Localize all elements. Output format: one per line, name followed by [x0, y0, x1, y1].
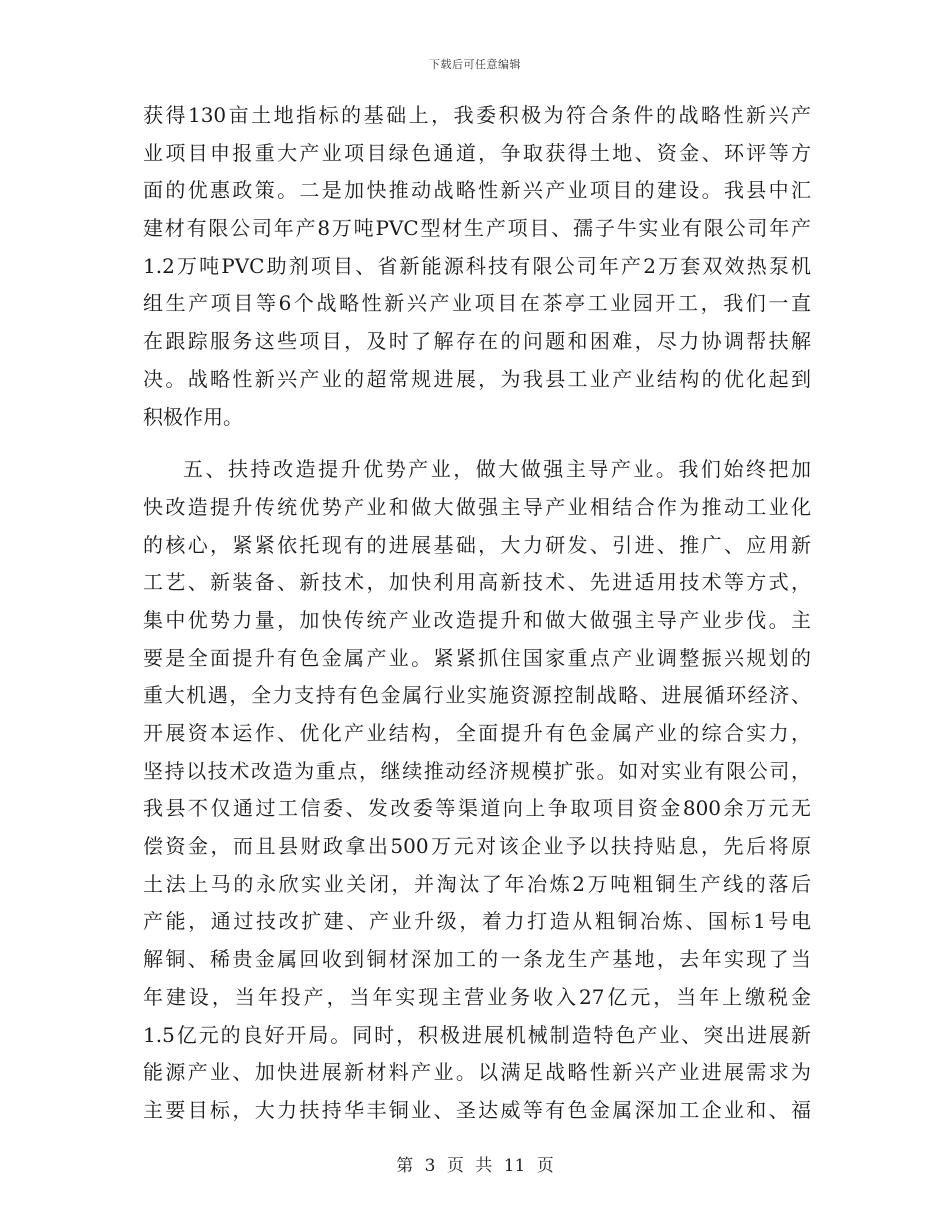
paragraph-1-line-9: 积极作用。: [143, 404, 243, 429]
paragraph-2-line-13: 产能，通过技改扩建、产业升级，着力打造从粗铜冶炼、国标1号电: [143, 909, 811, 934]
paragraph-2-line-17: 能源产业、加快进展新材料产业。以满足战略性新兴产业进展需求为: [143, 1060, 811, 1085]
paragraph-1-line-7: 在跟踪服务这些项目，及时了解存在的问题和困难，尽力协调帮扶解: [143, 329, 811, 354]
paragraph-1-line-3: 面的优惠政策。二是加快推动战略性新兴产业项目的建设。我县中汇: [143, 178, 811, 203]
paragraph-1-line-2: 业项目申报重大产业项目绿色通道，争取获得土地、资金、环评等方: [143, 140, 811, 165]
paragraph-2-line-14: 解铜、稀贵金属回收到铜材深加工的一条龙生产基地，去年实现了当: [143, 947, 811, 972]
page-header: 下载后可任意编辑: [429, 58, 521, 71]
paragraph-1-line-5: 1.2万吨PVC助剂项目、省新能源科技有限公司年产2万套双效热泵机: [143, 253, 811, 278]
paragraph-2-line-2: 快改造提升传统优势产业和做大做强主导产业相结合作为推动工业化: [143, 494, 811, 519]
paragraph-1-line-4: 建材有限公司年产8万吨PVC型材生产项目、孺子牛实业有限公司年产: [143, 216, 811, 241]
paragraph-1-line-1: 获得130亩土地指标的基础上，我委积极为符合条件的战略性新兴产: [143, 103, 811, 127]
paragraph-2-line-6: 要是全面提升有色金属产业。紧紧抓住国家重点产业调整振兴规划的: [143, 645, 811, 670]
paragraph-2-line-15: 年建设，当年投产，当年实现主营业务收入27亿元，当年上缴税金: [143, 984, 811, 1009]
page-number-footer: 第 3 页 共 11 页: [396, 1156, 554, 1176]
paragraph-2-line-9: 坚持以技术改造为重点，继续推动经济规模扩张。如对实业有限公司，: [143, 758, 811, 783]
paragraph-1-line-6: 组生产项目等6个战略性新兴产业项目在茶亭工业园开工，我们一直: [143, 291, 811, 316]
paragraph-2-line-10: 我县不仅通过工信委、发改委等渠道向上争取项目资金800余万元无: [143, 796, 811, 821]
body-text: [143, 97, 811, 1130]
paragraph-2-line-1: 五、扶持改造提升优势产业，做大做强主导产业。我们始终把加: [183, 457, 811, 482]
paragraph-2-line-12: 土法上马的永欣实业关闭，并淘汰了年冶炼2万吨粗铜生产线的落后: [143, 871, 811, 896]
paragraph-2-line-11: 偿资金，而且县财政拿出500万元对该企业予以扶持贴息，先后将原: [143, 834, 811, 859]
paragraph-1-line-8: 决。战略性新兴产业的超常规进展，为我县工业产业结构的优化起到: [143, 366, 811, 391]
paragraph-2-line-7: 重大机遇，全力支持有色金属行业实施资源控制战略、进展循环经济、: [143, 683, 811, 708]
paragraph-2-line-3: 的核心，紧紧依托现有的进展基础，大力研发、引进、推广、应用新: [143, 532, 811, 557]
paragraph-2-line-18: 主要目标，大力扶持华丰铜业、圣达威等有色金属深加工企业和、福: [143, 1097, 811, 1122]
paragraph-2-line-4: 工艺、新装备、新技术，加快利用高新技术、先进适用技术等方式，: [143, 570, 811, 595]
paragraph-2-line-8: 开展资本运作、优化产业结构，全面提升有色金属产业的综合实力，: [143, 721, 811, 745]
paragraph-2-line-16: 1.5亿元的良好开局。同时，积极进展机械制造特色产业、突出进展新: [143, 1022, 811, 1047]
paragraph-2-line-5: 集中优势力量，加快传统产业改造提升和做大做强主导产业步伐。主: [143, 607, 811, 632]
paragraph-gap: [143, 436, 811, 451]
